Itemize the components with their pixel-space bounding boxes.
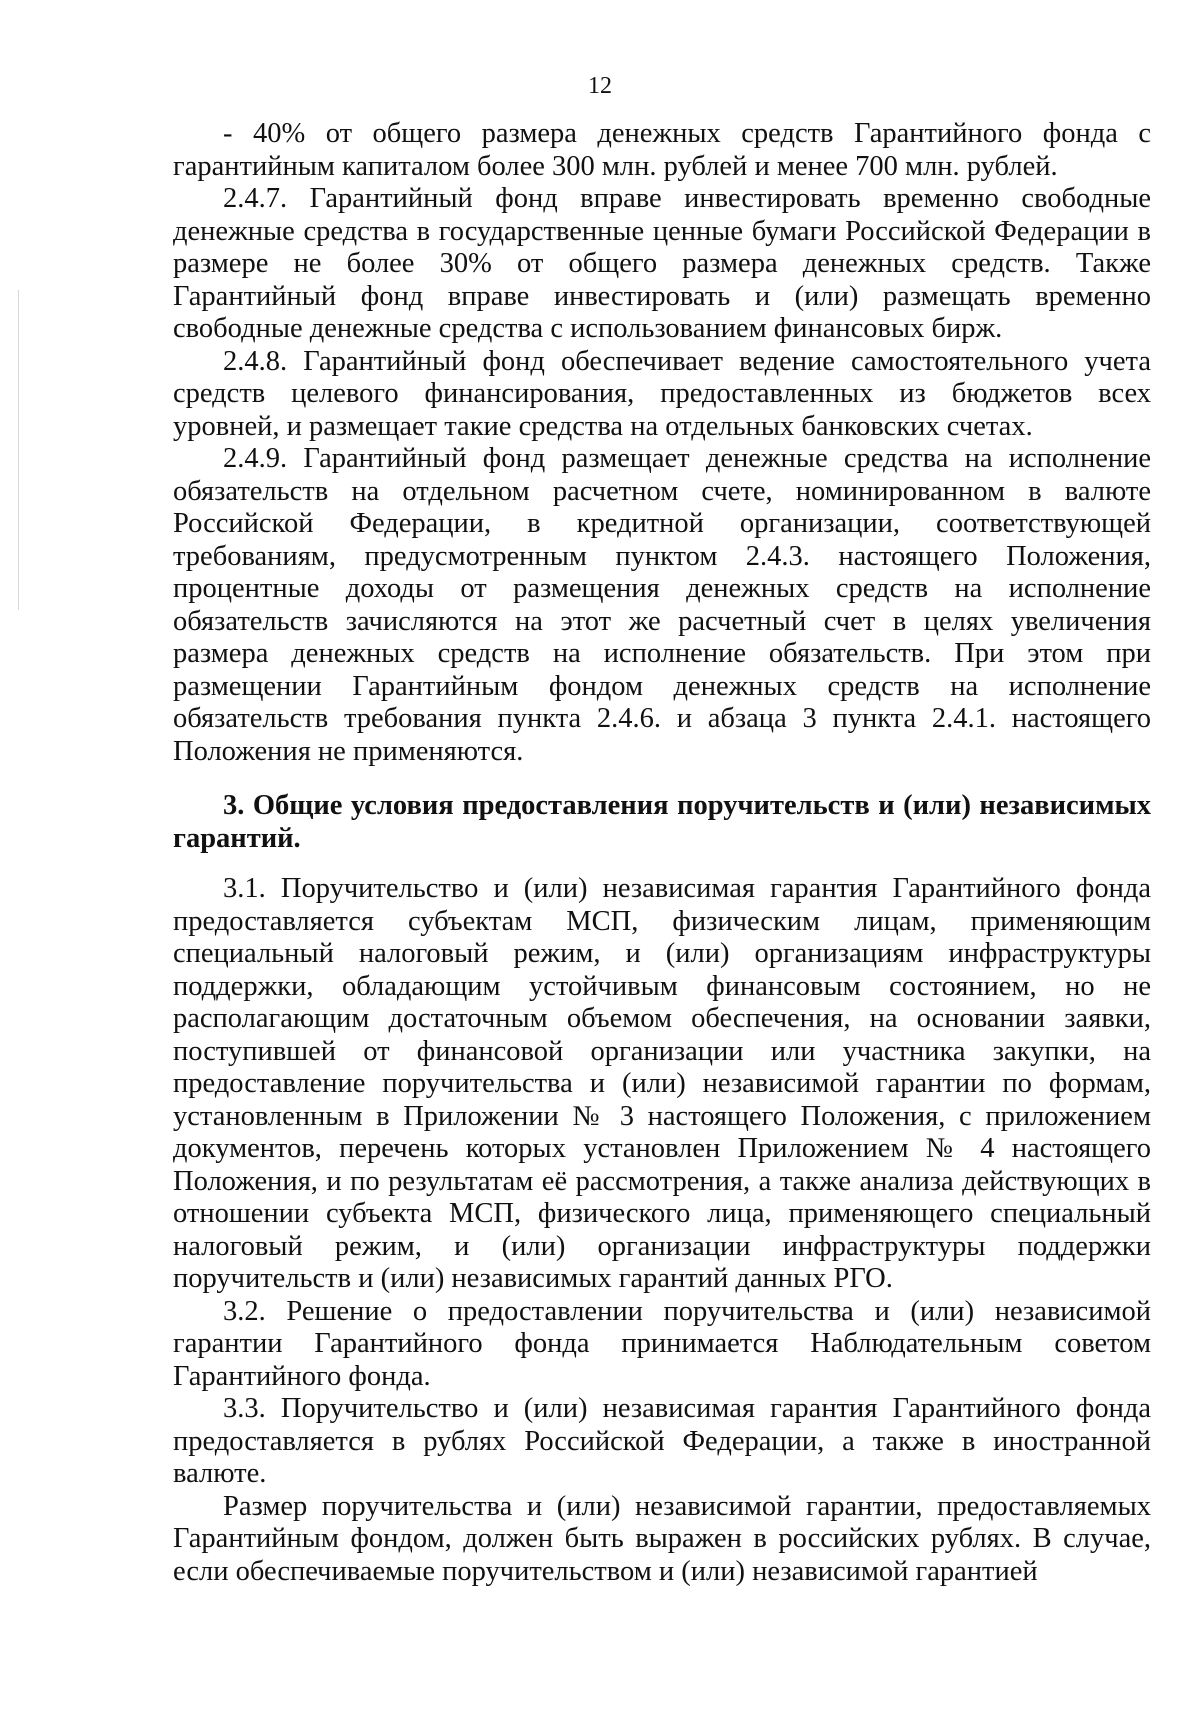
paragraph-2-4-8: 2.4.8. Гарантийный фонд обеспечивает ведение самостоятельного учета средств целевого финансирования, предоставленных из бюджетов всех уровней, и размещает такие средства на отдельных банковских счетах. xyxy=(173,345,1151,442)
section-3-heading: 3. Общие условия предоставления поручительств и (или) независимых гарантий. xyxy=(173,790,1151,854)
paragraph-list-item-40-percent: - 40% от общего размера денежных средств Гарантийного фонда с гарантийным капиталом более 300 млн. рублей и менее 700 млн. рублей. xyxy=(173,118,1151,182)
scan-edge-mark xyxy=(18,290,19,610)
paragraph-3-1: 3.1. Поручительство и (или) независимая гарантия Гарантийного фонда предоставляется субъектам МСП, физическим лицам, применяющим специальный налоговый режим, и (или) организациям инфраструктуры поддержки, обладающим устойчивым финансовым состоянием, но не располагающим достаточным объемом обеспечения, на основании заявки, поступившей от финансовой организации или участника закупки, на предоставление поручительства и (или) независимой гарантии по формам, установленным в Приложении № 3 настоящего Положения, с приложением документов, перечень которых установлен Приложением № 4 настоящего Положения, и по результатам её рассмотрения, а также анализа действующих в отношении субъекта МСП, физического лица, применяющего специальный налоговый режим, и (или) организации инфраструктуры поддержки поручительств и (или) независимых гарантий данных РГО. xyxy=(173,873,1151,1294)
paragraph-2-4-9: 2.4.9. Гарантийный фонд размещает денежные средства на исполнение обязательств на отдельном расчетном счете, номинированном в валюте Российской Федерации, в кредитной организации, соответствующей требованиям, предусмотренным пунктом 2.4.3. настоящего Положения, процентные доходы от размещения денежных средств на исполнение обязательств зачисляются на этот же расчетный счет в целях увеличения размера денежных средств на исполнение обязательств. При этом при размещении Гарантийным фондом денежных средств на исполнение обязательств требования пункта 2.4.6. и абзаца 3 пункта 2.4.1. настоящего Положения не применяются. xyxy=(173,443,1151,767)
page-number: 12 xyxy=(588,73,612,99)
paragraph-3-2: 3.2. Решение о предоставлении поручительства и (или) независимой гарантии Гарантийного фонда принимается Наблюдательным советом Гарантийного фонда. xyxy=(173,1295,1151,1392)
paragraph-2-4-7: 2.4.7. Гарантийный фонд вправе инвестировать временно свободные денежные средства в государственные ценные бумаги Российской Федерации в размере не более 30% от общего размера денежных средств. Также Гарантийный фонд вправе инвестировать и (или) размещать временно свободные денежные средства с использованием финансовых бирж. xyxy=(173,183,1151,344)
paragraph-3-3: 3.3. Поручительство и (или) независимая гарантия Гарантийного фонда предоставляется в рублях Российской Федерации, а также в иностранной валюте. xyxy=(173,1393,1151,1489)
paragraph-guarantee-size: Размер поручительства и (или) независимой гарантии, предоставляемых Гарантийным фондом, должен быть выражен в российских рублях. В случае, если обеспечиваемые поручительством и (или) независимой гарантией xyxy=(173,1490,1151,1587)
document-body xyxy=(173,118,1151,1588)
